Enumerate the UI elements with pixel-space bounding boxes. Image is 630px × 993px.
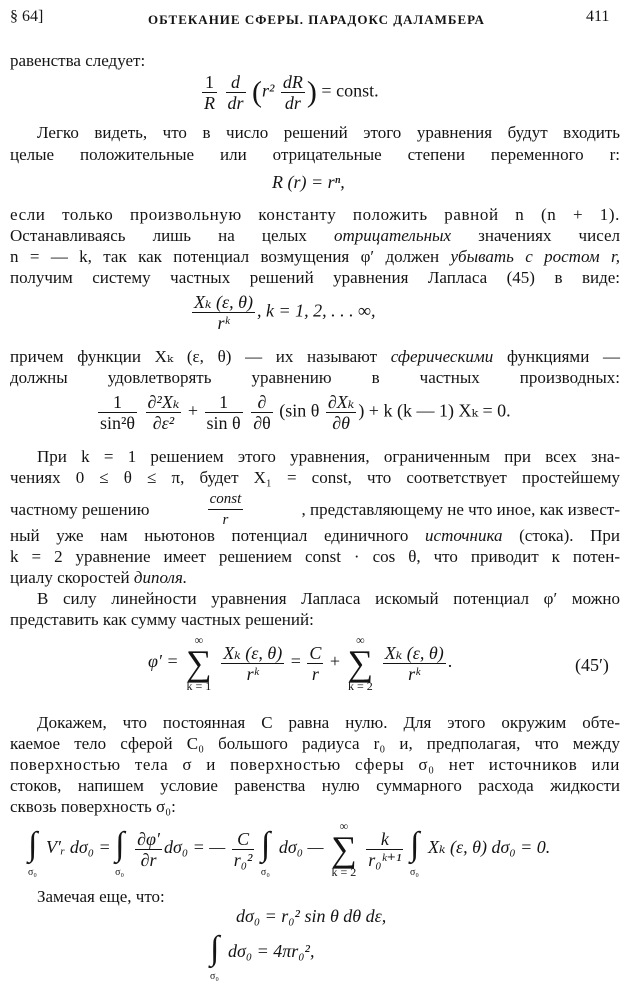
text-line: Докажем, что постоянная C равна нулю. Для этого окружим обте- xyxy=(37,713,620,732)
equation-area: ∫ σ₀ dσ₀ = 4πr₀², xyxy=(210,930,315,982)
text-line: чениях 0 ≤ θ ≤ π, будет X₁ = const, что соответствует простейшему xyxy=(10,468,620,487)
text-line: равенства следует: xyxy=(10,51,146,70)
equation-dsigma: dσ₀ = r₀² sin θ dθ dε, xyxy=(236,906,387,926)
equation-2: R (r) = rⁿ, xyxy=(272,172,345,192)
text-line: целые положительные или отрицательные степени переменного r: xyxy=(10,145,620,164)
running-title: ОБТЕКАНИЕ СФЕРЫ. ПАРАДОКС ДАЛАМБЕРА xyxy=(148,12,485,27)
equation-45prime: φ′ = ∞ ∑ k = 1 $\frac{\text{Xₖ (ε, θ)}}{\text{rᵏ}}$ = $\frac{C}{r}$ + ∞ ∑ k = 2 $\frac{\text{Xₖ (ε, θ)}}{\text{rᵏ}}$ . xyxy=(148,633,453,693)
page-number: 411 xyxy=(586,8,610,25)
text-line: сквозь поверхность σ₀: xyxy=(10,797,176,816)
text-line: если только произвольную константу положить равной n (n + 1). xyxy=(10,205,620,224)
text-line: ный уже нам ньютонов потенциал единичного источника (стока). При xyxy=(10,526,621,545)
text-line: получим систему частных решений уравнения Лапласа (45) в виде: xyxy=(10,268,620,287)
text-line: поверхностью тела σ и поверхностью сферы σ₀ нет источников или xyxy=(10,755,620,774)
equation-1: $\frac{1}{R}$ $\frac{d}{dr}$ (r² $\frac{dR}{dr}$ ) = const. xyxy=(204,72,379,113)
text-line: частному решению $\frac{\text{const}}{r}$ , представляющему не что иное, как извест- xyxy=(10,490,620,528)
text-line: Замечая еще, что: xyxy=(37,887,165,906)
text-line: Останавливаясь лишь на целых отрицательных значениях чисел xyxy=(10,226,620,245)
equation-label: (45′) xyxy=(575,655,609,675)
text-line: n = — k, так как потенциал возмущения φ′ должен убывать с ростом r, xyxy=(10,247,621,266)
equation-3: $\frac{\text{Xₖ (ε, θ)}}{\text{rᵏ}}$ , k = 1, 2, . . . ∞, xyxy=(194,292,376,333)
text-line: причем функции Xₖ (ε, θ) — их называют сферическими функциями — xyxy=(10,347,620,366)
text-line: должны удовлетворять уравнению в частных производных: xyxy=(10,368,620,387)
section-number: § 64] xyxy=(10,8,44,25)
text-line: Легко видеть, что в число решений этого уравнения будут входить xyxy=(37,123,620,142)
text-line: каемое тело сферой C₀ большого радиуса r₀ и, предполагая, что между xyxy=(10,734,620,753)
text-line: циалу скоростей диполя. xyxy=(10,568,188,587)
text-line: стоков, напишем условие равенства нулю суммарного расхода жидкости xyxy=(10,776,620,795)
text-line: представить как сумму частных решений: xyxy=(10,610,314,629)
text-line: При k = 1 решением этого уравнения, ограниченным при всех зна- xyxy=(37,447,620,466)
equation-flux: ∫ σ₀ V′ᵣ dσ₀ = ∫ σ₀ $\frac{\partial\varphi'}{\partial r}$ dσ₀ = — $\frac{C}{\text{r₀²}}$ ∫ σ₀ dσ₀ — ∞ ∑ k = 2 $\frac{k}{\text{r₀ᵏ⁺¹}}$ ∫ σ₀ Xₖ (ε, θ) dσ₀ = 0. xyxy=(28,819,551,879)
text-line: k = 2 уравнение имеет решением const · cos θ, что приводит к потен- xyxy=(10,547,620,566)
text-line: В силу линейности уравнения Лапласа искомый потенциал φ′ можно xyxy=(37,589,620,608)
equation-4: $\frac{1}{\text{sin²θ}}$ $\frac{\text{∂²Xₖ}}{\text{∂ε²}}$ + $\frac{1}{\text{sin θ}}$ $\frac{\partial}{\partial\theta}$ (sin θ $\frac{\text{∂Xₖ}}{\partial\theta}$ ) + k (k — 1) Xₖ = 0. xyxy=(100,392,511,433)
